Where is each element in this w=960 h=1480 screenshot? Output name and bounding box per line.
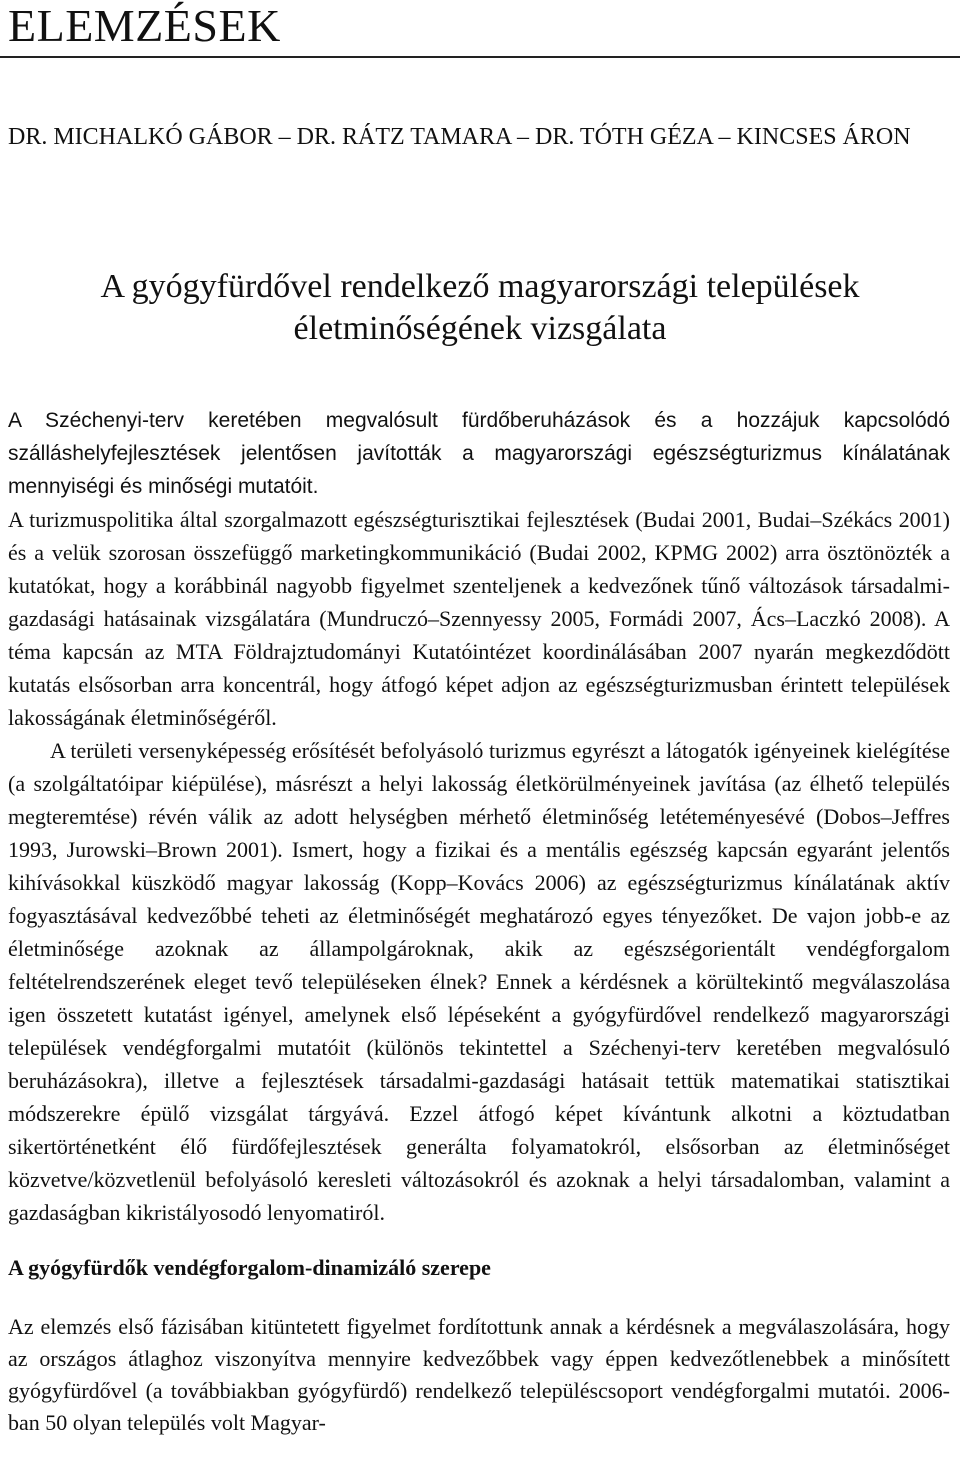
paragraph-2: A területi versenyképesség erősítését befolyásoló turizmus egyrészt a látogatók igényeinek kielégítése (a szolgáltatóipar kiépülése), másrészt a helyi lakosság életkörülményeinek javítása (az élhető település megteremtése) révén válik az adott helységben mérhető életminőség letéteményesévé (Dobos–Jeffres 1993, Jurowski–Brown 2001). Ismert, hogy a fizikai és a mentális egészség kapcsán egyaránt jelentős kihívásokkal küszködő magyar lakosság (Kopp–Kovács 2006) az egészségturizmus kínálatának aktív fogyasztásával kedvezőbbé teheti az életminőségét meghatározó egyes tényezőket. De vajon jobb-e az életminősége azoknak az állampolgároknak, akik az egészségorientált vendégforgalom feltételrendszerének eleget tevő településeken élnek? Ennek a kérdésnek a körültekintő megválaszolása igen összetett kutatást igényel, amelynek első lépéseként a gyógyfürdővel rendelkező magyarországi települések vendégforgalmi mutatóit (különös tekintettel a Széchenyi-terv keretében megvalósuló beruházásokra), illetve a fejlesztések társadalmi-gazdasági hatásait tettük matematikai statisztikai módszerekre épülő vizsgálat tárgyává. Ezzel átfogó képet kívántunk alkotni a köztudatban sikertörténetként élő fürdőfejlesztések generálta folyamatokról, elsősorban az életminőséget közvetve/közvetlenül befolyásoló keresleti változásokról és azoknak a helyi társadalomban, valamint a gazdaságban kikristályosodó lenyomatiról.: [8, 738, 950, 1225]
title-line-2: életminőségének vizsgálata: [293, 310, 667, 347]
authors: DR. MICHALKÓ GÁBOR – DR. RÁTZ TAMARA – DR. TÓTH GÉZA – KINCSES ÁRON: [8, 124, 911, 150]
section-header: ELEMZÉSEK: [8, 0, 281, 51]
section-heading: A gyógyfürdők vendégforgalom-dinamizáló szerepe: [8, 1255, 491, 1280]
article-title: [0, 266, 960, 350]
title-line-1: A gyógyfürdővel rendelkező magyarországi települések: [100, 268, 860, 305]
header-rule: [0, 56, 960, 58]
paragraph-3: Az elemzés első fázisában kitüntetett figyelmet fordítottunk annak a kérdésnek a megválaszolására, hogy az országos átlaghoz viszonyítva mennyire kedvezőbbek vagy éppen kedvezőtlenebbek a minősített gyógyfürdővel (a továbbiakban gyógyfürdő) rendelkező településcsoport vendégforgalmi mutatói. 2006-ban 50 olyan település volt Magyar-: [8, 1314, 950, 1435]
paragraph-1: A turizmuspolitika által szorgalmazott egészségturisztikai fejlesztések (Budai 2001, Budai–Székács 2001) és a velük szorosan összefüggő marketingkommunikáció (Budai 2002, KPMG 2002) arra ösztönözték a kutatókat, hogy a korábbinál nagyobb figyelmet szenteljenek a kedvezőnek tűnő változások társadalmi-gazdasági hatásainak vizsgálatára (Mundruczó–Szennyessy 2005, Formádi 2007, Ács–Laczkó 2008). A téma kapcsán az MTA Földrajztudományi Kutatóintézet koordinálásában 2007 nyarán megkezdődött kutatás elsősorban arra koncentrál, hogy átfogó képet adjon az egészségturizmusban érintett települések lakosságának életminőségéről.: [8, 507, 950, 730]
abstract: A Széchenyi-terv keretében megvalósult fürdőberuházások és a hozzájuk kapcsolódó szálláshelyfejlesztések jelentősen javították a magyarországi egészségturizmus kínálatának mennyiségi és minőségi mutatóit.: [8, 409, 950, 498]
